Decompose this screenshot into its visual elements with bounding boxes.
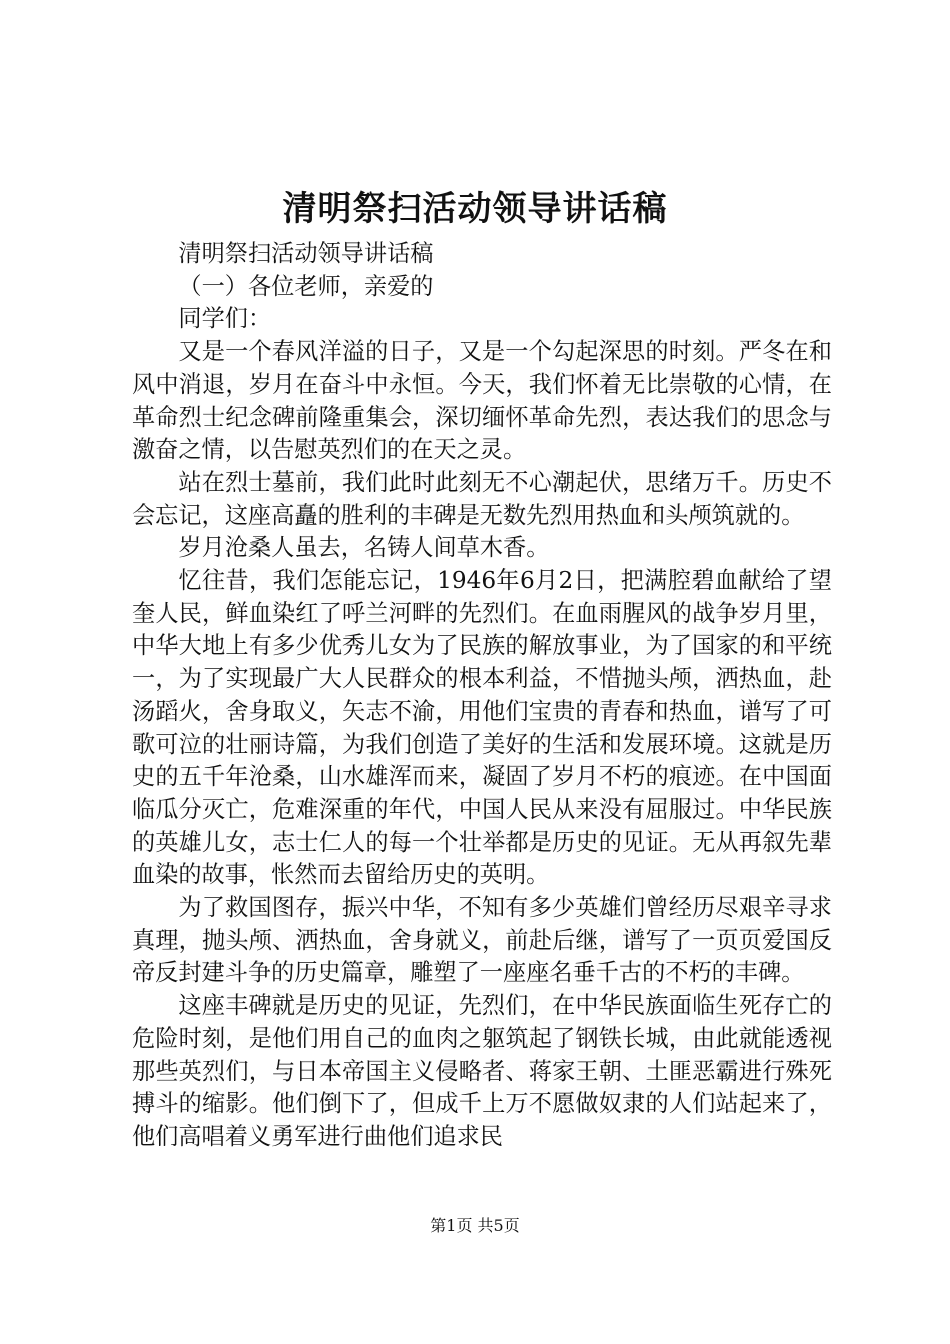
- paragraph-subtitle: 清明祭扫活动领导讲话稿: [178, 240, 434, 267]
- page-number-footer: 第1页 共5页: [430, 1216, 520, 1235]
- document-title: 清明祭扫活动领导讲话稿: [282, 189, 668, 229]
- paragraph: 忆往昔，我们怎能忘记，1946年6月2日，把满腔碧血献给了望奎人民，鲜血染红了呼兰河畔的先烈们。在血雨腥风的战争岁月里，中华大地上有多少优秀儿女为了民族的解放事业，为了国家的和平统一，为了实现最广大人民群众的根本利益，不惜抛头颅，洒热血，赴汤蹈火，舍身取义，矢志不渝，用他们宝贵的青春和热血，谱写了可歌可泣的壮丽诗篇，为我们创造了美好的生活和发展环境。这就是历史的五千年沧桑，山水雄浑而来，凝固了岁月不朽的痕迹。在中国面临瓜分灭亡，危难深重的年代，中国人民从来没有屈服过。中华民族的英雄儿女，志士仁人的每一个壮举都是历史的见证。无从再叙先辈血染的故事，怅然而去留给历史的英明。: [132, 567, 832, 889]
- document-body: [132, 238, 832, 1154]
- paragraph: 又是一个春风洋溢的日子，又是一个勾起深思的时刻。严冬在和风中消退，岁月在奋斗中永恒。今天，我们怀着无比崇敬的心情，在革命烈士纪念碑前隆重集会，深切缅怀革命先烈，表达我们的思念与激奋之情，以告慰英烈们的在天之灵。: [132, 338, 832, 464]
- paragraph: 这座丰碑就是历史的见证，先烈们，在中华民族面临生死存亡的危险时刻，是他们用自己的血肉之躯筑起了钢铁长城，由此就能透视那些英烈们，与日本帝国主义侵略者、蒋家王朝、土匪恶霸进行殊死搏斗的缩影。他们倒下了，但成千上万不愿做奴隶的人们站起来了，他们高唱着义勇军进行曲他们追求民: [132, 992, 832, 1150]
- paragraph: 站在烈士墓前，我们此时此刻无不心潮起伏，思绪万千。历史不会忘记，这座高矗的胜利的丰碑是无数先烈用热血和头颅筑就的。: [132, 468, 832, 529]
- paragraph-salutation-cont: 同学们：: [178, 305, 272, 333]
- paragraph: 为了救国图存，振兴中华，不知有多少英雄们曾经历尽艰辛寻求真理，抛头颅、洒热血，舍身就义，前赴后继，谱写了一页页爱国反帝反封建斗争的历史篇章，雕塑了一座座名垂千古的不朽的丰碑。: [132, 894, 832, 987]
- paragraph-salutation: （一）各位老师，亲爱的: [178, 272, 434, 300]
- paragraph: 岁月沧桑人虽去，名铸人间草木香。: [178, 534, 550, 562]
